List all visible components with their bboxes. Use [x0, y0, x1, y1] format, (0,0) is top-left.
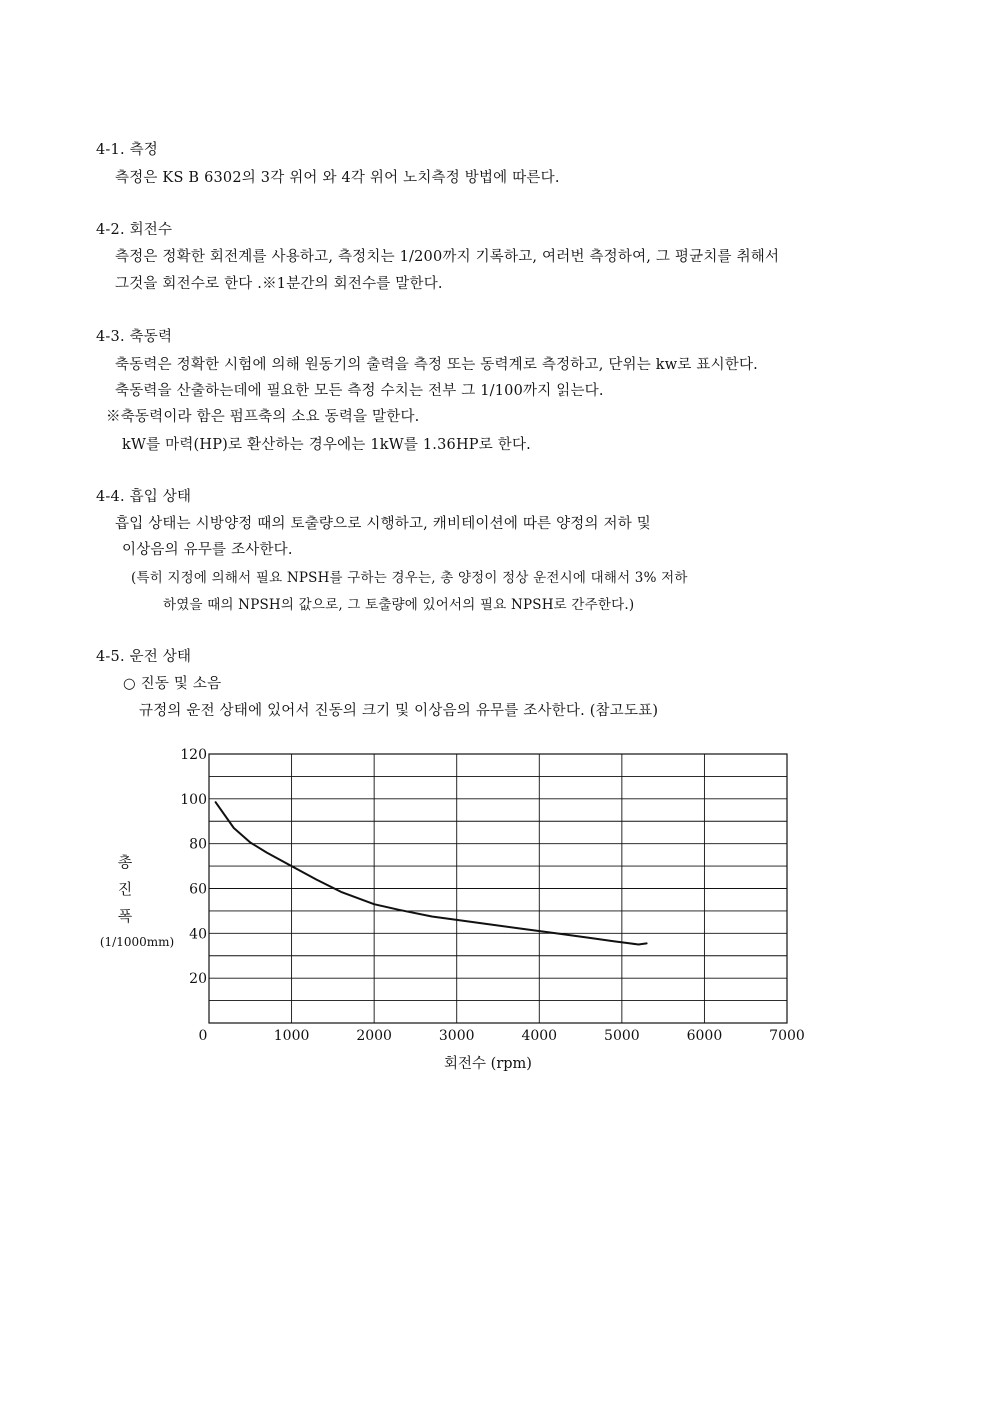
y-tick-label: 80: [189, 836, 207, 853]
x-tick-label: 2000: [356, 1028, 392, 1044]
x-tick-label: 1000: [273, 1028, 310, 1044]
section-4-3-note: ※축동력이라 함은 펌프축의 소요 동력을 말한다.: [106, 409, 420, 425]
section-4-3-heading: 4-3. 축동력: [96, 329, 173, 345]
section-4-2-heading: 4-2. 회전수: [96, 222, 173, 238]
section-4-4-heading: 4-4. 흡입 상태: [96, 489, 192, 505]
section-4-2-line-2: 그것을 회전수로 한다 .※1분간의 회전수를 말한다.: [115, 276, 443, 292]
y-tick-label: 60: [189, 881, 207, 898]
y-axis-label: 폭: [117, 907, 133, 925]
x-tick-label: 6000: [686, 1028, 723, 1044]
section-4-5-line-1: 규정의 운전 상태에 있어서 진동의 크기 및 이상음의 유무를 조사한다. (참고도표): [139, 703, 659, 719]
series-line: [216, 802, 647, 944]
section-4-4-line-3: (특히 지정에 의해서 필요 NPSH를 구하는 경우는, 총 양정이 정상 운전시에 대해서 3% 저하: [131, 570, 688, 586]
x-tick-label: 7000: [769, 1028, 805, 1044]
section-4-4-line-2: 이상음의 유무를 조사한다.: [122, 542, 293, 558]
chart-series: [216, 802, 647, 944]
section-4-3-line-4: kW를 마력(HP)로 환산하는 경우에는 1kW를 1.36HP로 한다.: [122, 437, 531, 453]
section-4-1-line-1: 측정은 KS B 6302의 3각 위어 와 4각 위어 노치측정 방법에 따른다.: [115, 170, 560, 186]
section-4-1-heading: 4-1. 측정: [96, 142, 158, 158]
section-4-5-heading: 4-5. 운전 상태: [96, 649, 192, 665]
y-axis-label: 진: [117, 880, 133, 898]
section-4-2-line-1: 측정은 정확한 회전계를 사용하고, 측정치는 1/200까지 기록하고, 여러번 측정하여, 그 평균치를 취해서: [115, 249, 780, 265]
y-tick-label: 20: [189, 971, 207, 988]
chart-ticks: [180, 747, 805, 1044]
section-4-5-item: ○ 진동 및 소음: [123, 676, 222, 692]
section-4-3-line-2: 축동력을 산출하는데에 필요한 모든 측정 수치는 전부 그 1/100까지 읽는다.: [115, 383, 604, 399]
y-tick-label: 100: [180, 791, 207, 808]
y-axis-label: 총: [117, 853, 133, 871]
x-tick-label: 0: [198, 1028, 208, 1044]
x-tick-label: 5000: [604, 1028, 640, 1044]
x-tick-label: 3000: [438, 1028, 475, 1044]
chart-grid: [209, 754, 787, 1023]
section-4-3-line-1: 축동력은 정확한 시험에 의해 원동기의 출력을 측정 또는 동력계로 측정하고, 단위는 kw로 표시한다.: [115, 357, 758, 373]
y-tick-label: 40: [189, 926, 207, 943]
y-tick-label: 120: [180, 747, 207, 763]
x-axis-label: 회전수 (rpm): [444, 1056, 532, 1072]
section-4-4-line-1: 흡입 상태는 시방양정 때의 토출량으로 시행하고, 캐비테이션에 따른 양정의 저하 및: [115, 516, 651, 532]
y-axis-label: (1/1000mm): [99, 935, 175, 949]
section-4-4-line-4: 하였을 때의 NPSH의 값으로, 그 토출량에 있어서의 필요 NPSH로 간주한다.): [163, 597, 635, 613]
x-tick-label: 4000: [521, 1028, 558, 1044]
